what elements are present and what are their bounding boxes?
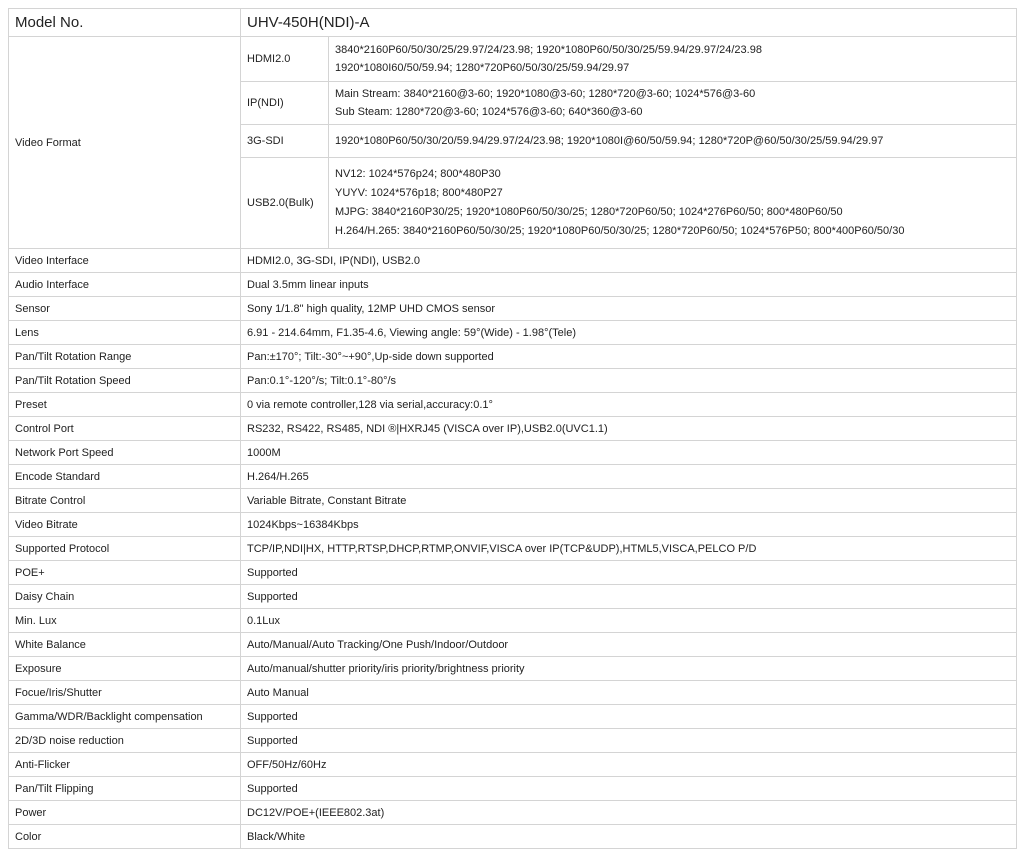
video-format-label: Video Format xyxy=(9,37,241,249)
spec-row xyxy=(9,273,1017,297)
spec-label: Network Port Speed xyxy=(9,441,241,465)
spec-row xyxy=(9,297,1017,321)
video-format-value-ip xyxy=(329,82,1017,125)
spec-label: Bitrate Control xyxy=(9,489,241,513)
video-format-sub-ip: IP(NDI) xyxy=(241,82,329,125)
spec-label: Preset xyxy=(9,393,241,417)
spec-value: Supported xyxy=(241,777,1017,801)
spec-row xyxy=(9,345,1017,369)
spec-label: Supported Protocol xyxy=(9,537,241,561)
spec-label: Pan/Tilt Flipping xyxy=(9,777,241,801)
spec-value: OFF/50Hz/60Hz xyxy=(241,753,1017,777)
video-format-value-usb xyxy=(329,158,1017,249)
spec-label: Pan/Tilt Rotation Range xyxy=(9,345,241,369)
spec-value: 0.1Lux xyxy=(241,609,1017,633)
spec-label: Color xyxy=(9,825,241,849)
spec-value: Pan:0.1°-120°/s; Tilt:0.1°-80°/s xyxy=(241,369,1017,393)
spec-row xyxy=(9,321,1017,345)
video-format-sub-hdmi: HDMI2.0 xyxy=(241,37,329,82)
format-line: 1920*1080P60/50/30/20/59.94/29.97/24/23.98; 1920*1080I@60/50/59.94; 1280*720P@60/50/30/25/59.94/29.97 xyxy=(335,135,884,147)
spec-row xyxy=(9,609,1017,633)
spec-label: Daisy Chain xyxy=(9,585,241,609)
spec-row xyxy=(9,633,1017,657)
spec-value: Supported xyxy=(241,705,1017,729)
video-format-value-hdmi xyxy=(329,37,1017,82)
spec-row xyxy=(9,681,1017,705)
spec-label: Control Port xyxy=(9,417,241,441)
format-line: MJPG: 3840*2160P30/25; 1920*1080P60/50/30/25; 1280*720P60/50; 1024*276P60/50; 800*480P60/50 xyxy=(335,206,843,218)
format-line: YUYV: 1024*576p18; 800*480P27 xyxy=(335,187,503,199)
spec-value: Pan:±170°; Tilt:-30°~+90°,Up-side down supported xyxy=(241,345,1017,369)
spec-label: POE+ xyxy=(9,561,241,585)
spec-row xyxy=(9,729,1017,753)
spec-label: Anti-Flicker xyxy=(9,753,241,777)
spec-label: Focue/Iris/Shutter xyxy=(9,681,241,705)
spec-value: Dual 3.5mm linear inputs xyxy=(241,273,1017,297)
video-format-sub-usb: USB2.0(Bulk) xyxy=(241,158,329,249)
spec-row xyxy=(9,513,1017,537)
spec-row xyxy=(9,561,1017,585)
spec-value: Sony 1/1.8" high quality, 12MP UHD CMOS sensor xyxy=(241,297,1017,321)
spec-label: Video Bitrate xyxy=(9,513,241,537)
spec-row xyxy=(9,417,1017,441)
spec-value: Supported xyxy=(241,729,1017,753)
spec-value: 6.91 - 214.64mm, F1.35-4.6, Viewing angle: 59°(Wide) - 1.98°(Tele) xyxy=(241,321,1017,345)
spec-value: Supported xyxy=(241,585,1017,609)
spec-row xyxy=(9,465,1017,489)
spec-label: Video Interface xyxy=(9,249,241,273)
spec-row xyxy=(9,801,1017,825)
model-label: Model No. xyxy=(9,9,241,37)
spec-row xyxy=(9,537,1017,561)
spec-value: 0 via remote controller,128 via serial,accuracy:0.1° xyxy=(241,393,1017,417)
spec-row xyxy=(9,249,1017,273)
model-row xyxy=(9,9,1017,37)
spec-value: Auto Manual xyxy=(241,681,1017,705)
spec-label: Power xyxy=(9,801,241,825)
spec-label: White Balance xyxy=(9,633,241,657)
spec-label: Lens xyxy=(9,321,241,345)
spec-row xyxy=(9,441,1017,465)
spec-label: Min. Lux xyxy=(9,609,241,633)
spec-row xyxy=(9,657,1017,681)
format-line: 3840*2160P60/50/30/25/29.97/24/23.98; 1920*1080P60/50/30/25/59.94/29.97/24/23.98 xyxy=(335,44,762,56)
model-value: UHV-450H(NDI)-A xyxy=(241,9,1017,37)
spec-value: Auto/Manual/Auto Tracking/One Push/Indoor/Outdoor xyxy=(241,633,1017,657)
spec-row xyxy=(9,825,1017,849)
spec-label: Gamma/WDR/Backlight compensation xyxy=(9,705,241,729)
video-format-sub-sdi: 3G-SDI xyxy=(241,125,329,158)
spec-row xyxy=(9,369,1017,393)
spec-value: TCP/IP,NDI|HX, HTTP,RTSP,DHCP,RTMP,ONVIF,VISCA over IP(TCP&UDP),HTML5,VISCA,PELCO P/D xyxy=(241,537,1017,561)
spec-row xyxy=(9,489,1017,513)
spec-row xyxy=(9,585,1017,609)
format-line: H.264/H.265: 3840*2160P60/50/30/25; 1920*1080P60/50/30/25; 1280*720P60/50; 1024*576P50; 800*400P60/50/30 xyxy=(335,225,905,237)
format-line: Sub Steam: 1280*720@3-60; 1024*576@3-60; 640*360@3-60 xyxy=(335,106,643,118)
spec-value: Black/White xyxy=(241,825,1017,849)
format-line: NV12: 1024*576p24; 800*480P30 xyxy=(335,168,501,180)
spec-value: Supported xyxy=(241,561,1017,585)
spec-value: RS232, RS422, RS485, NDI ®|HXRJ45 (VISCA over IP),USB2.0(UVC1.1) xyxy=(241,417,1017,441)
spec-row xyxy=(9,393,1017,417)
spec-label: Pan/Tilt Rotation Speed xyxy=(9,369,241,393)
spec-value: H.264/H.265 xyxy=(241,465,1017,489)
format-line: Main Stream: 3840*2160@3-60; 1920*1080@3-60; 1280*720@3-60; 1024*576@3-60 xyxy=(335,88,756,100)
video-format-row xyxy=(9,37,1017,82)
spec-label: Audio Interface xyxy=(9,273,241,297)
spec-value: HDMI2.0, 3G-SDI, IP(NDI), USB2.0 xyxy=(241,249,1017,273)
spec-value: Variable Bitrate, Constant Bitrate xyxy=(241,489,1017,513)
spec-value: Auto/manual/shutter priority/iris priority/brightness priority xyxy=(241,657,1017,681)
spec-row xyxy=(9,705,1017,729)
spec-label: Exposure xyxy=(9,657,241,681)
spec-row xyxy=(9,777,1017,801)
spec-value: 1000M xyxy=(241,441,1017,465)
spec-value: 1024Kbps~16384Kbps xyxy=(241,513,1017,537)
video-format-value-sdi xyxy=(329,125,1017,158)
spec-row xyxy=(9,753,1017,777)
spec-label: Encode Standard xyxy=(9,465,241,489)
spec-label: Sensor xyxy=(9,297,241,321)
spec-label: 2D/3D noise reduction xyxy=(9,729,241,753)
spec-value: DC12V/POE+(IEEE802.3at) xyxy=(241,801,1017,825)
spec-table xyxy=(8,8,1017,849)
format-line: 1920*1080I60/50/59.94; 1280*720P60/50/30/25/59.94/29.97 xyxy=(335,62,630,74)
